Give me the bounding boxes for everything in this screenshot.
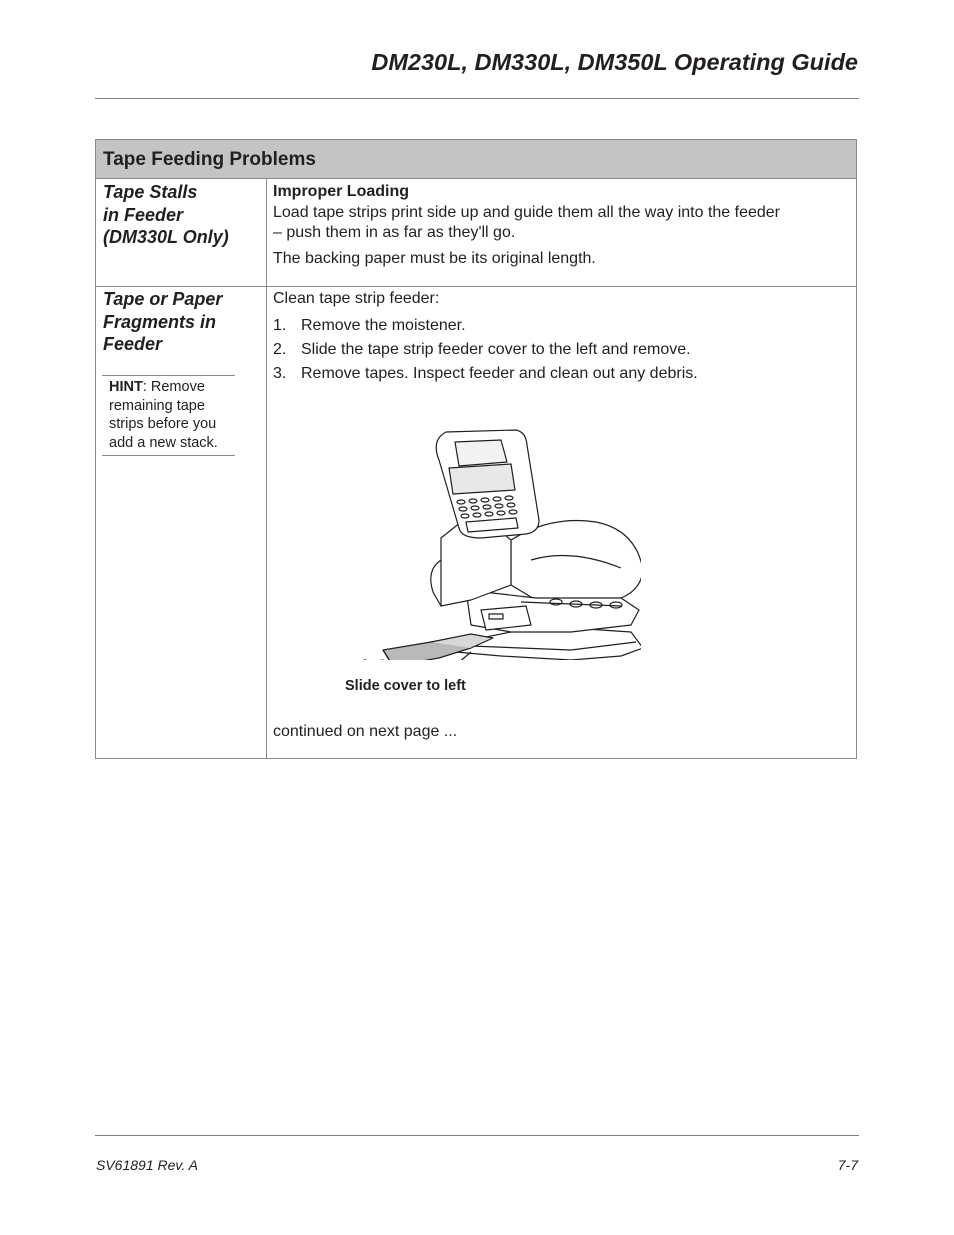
hint-box (102, 375, 235, 456)
hint-label: HINT (109, 379, 143, 395)
continued-note: continued on next page ... (273, 723, 458, 740)
step-text: Slide the tape strip feeder cover to the left and remove. (301, 341, 691, 358)
troubleshooting-table (95, 139, 857, 759)
problem-label-tape-stalls (103, 181, 229, 249)
solution-text: – push them in as far as they'll go. (273, 224, 516, 241)
step-number: 1. (273, 317, 287, 334)
document-id: SV61891 Rev. A (96, 1157, 198, 1173)
solution-text: The backing paper must be its original length. (273, 249, 596, 267)
column-divider (266, 179, 267, 758)
footer-rule (95, 1135, 859, 1136)
step-text: Remove the moistener. (301, 317, 466, 334)
step-number: 2. (273, 341, 287, 358)
solution-text: Load tape strips print side up and guide them all the way into the feeder (273, 203, 780, 221)
table-heading-bar (96, 140, 856, 179)
hint-text: strips before you (109, 416, 217, 432)
figure-caption: Slide cover to left (345, 678, 466, 694)
label-line: in Feeder (103, 204, 184, 225)
solution-improper-loading (273, 182, 780, 269)
step-text: Remove tapes. Inspect feeder and clean out any debris. (301, 365, 698, 382)
problem-label-fragments (103, 288, 222, 356)
solution-subheading: Improper Loading (273, 183, 409, 200)
label-line: Tape or Paper (103, 289, 223, 309)
label-line: Feeder (103, 334, 163, 354)
hint-text: add a new stack. (109, 434, 218, 451)
hint-text: : Remove (142, 379, 205, 395)
hint-text: remaining tape (109, 397, 205, 414)
label-line: (DM330L Only) (103, 227, 229, 247)
header-rule (95, 98, 859, 99)
page-number: 7-7 (837, 1157, 858, 1173)
label-line: Tape Stalls (103, 182, 198, 202)
table-heading: Tape Feeding Problems (103, 149, 316, 170)
page-title: DM230L, DM330L, DM350L Operating Guide (371, 49, 858, 75)
mailing-machine-illustration (321, 420, 641, 660)
step-number: 3. (273, 365, 287, 382)
solution-intro: Clean tape strip feeder: (273, 290, 440, 307)
row-divider (96, 286, 856, 287)
label-line: Fragments in (103, 311, 217, 332)
